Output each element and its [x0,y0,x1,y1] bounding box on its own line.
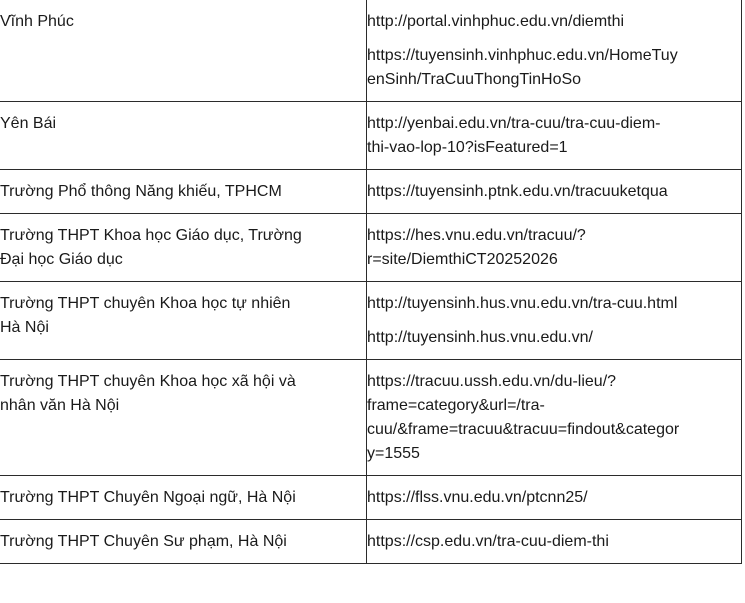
school-name: Trường THPT chuyên Khoa học xã hội và [0,373,296,390]
url-cell [367,360,742,476]
table-row [0,170,742,214]
url-line: https://tracuu.ussh.edu.vn/du-lieu/? [367,373,617,390]
url-line: https://tuyensinh.vinhphuc.edu.vn/HomeTuy [367,47,678,64]
url-cell [367,476,742,520]
url-line: https://csp.edu.vn/tra-cuu-diem-thi [367,533,609,550]
url-line: y=1555 [367,445,420,462]
url-line: http://yenbai.edu.vn/tra-cuu/tra-cuu-diem- [367,115,661,132]
url-cell [367,170,742,214]
school-cell [0,102,367,170]
school-name: Đại học Giáo dục [0,251,123,268]
url-cell [367,282,742,360]
lookup-link[interactable] [367,292,741,316]
school-name: Trường Phổ thông Năng khiếu, TPHCM [0,183,282,200]
table-row [0,0,742,102]
url-line: frame=category&url=/tra- [367,397,545,414]
url-line: http://tuyensinh.hus.vnu.edu.vn/ [367,329,593,346]
table-row [0,520,742,564]
url-cell [367,102,742,170]
lookup-link[interactable] [367,530,741,554]
table-row [0,282,742,360]
table-row [0,102,742,170]
school-cell [0,214,367,282]
url-line: http://portal.vinhphuc.edu.vn/diemthi [367,13,625,30]
url-cell [367,520,742,564]
school-cell [0,282,367,360]
url-line: http://tuyensinh.hus.vnu.edu.vn/tra-cuu.html [367,295,678,312]
school-cell [0,360,367,476]
lookup-link[interactable] [367,486,741,510]
school-name: Vĩnh Phúc [0,13,74,30]
url-line: https://flss.vnu.edu.vn/ptcnn25/ [367,489,588,506]
school-name: Trường THPT chuyên Khoa học tự nhiên [0,295,291,312]
table-row [0,476,742,520]
lookup-link[interactable] [367,224,741,272]
school-name: Yên Bái [0,115,57,132]
lookup-link[interactable] [367,44,741,92]
url-line: enSinh/TraCuuThongTinHoSo [367,71,582,88]
lookup-link[interactable] [367,326,741,350]
url-line: r=site/DiemthiCT20252026 [367,251,558,268]
school-name: Hà Nội [0,319,49,336]
school-name: Trường THPT Chuyên Ngoại ngữ, Hà Nội [0,489,296,506]
table-row [0,214,742,282]
url-line: thi-vao-lop-10?isFeatured=1 [367,139,568,156]
url-line: https://hes.vnu.edu.vn/tracuu/? [367,227,586,244]
lookup-link[interactable] [367,10,741,34]
lookup-link[interactable] [367,112,741,160]
school-name: Trường THPT Chuyên Sư phạm, Hà Nội [0,533,287,550]
table-row [0,360,742,476]
school-cell [0,170,367,214]
school-name: Trường THPT Khoa học Giáo dục, Trường [0,227,302,244]
lookup-link[interactable] [367,180,741,204]
url-cell [367,214,742,282]
url-line: https://tuyensinh.ptnk.edu.vn/tracuuketqua [367,183,668,200]
school-name: nhân văn Hà Nội [0,397,120,414]
url-line: cuu/&frame=tracuu&tracuu=findout&categor [367,421,680,438]
school-cell [0,520,367,564]
lookup-link[interactable] [367,370,741,466]
school-cell [0,0,367,102]
school-cell [0,476,367,520]
url-cell [367,0,742,102]
